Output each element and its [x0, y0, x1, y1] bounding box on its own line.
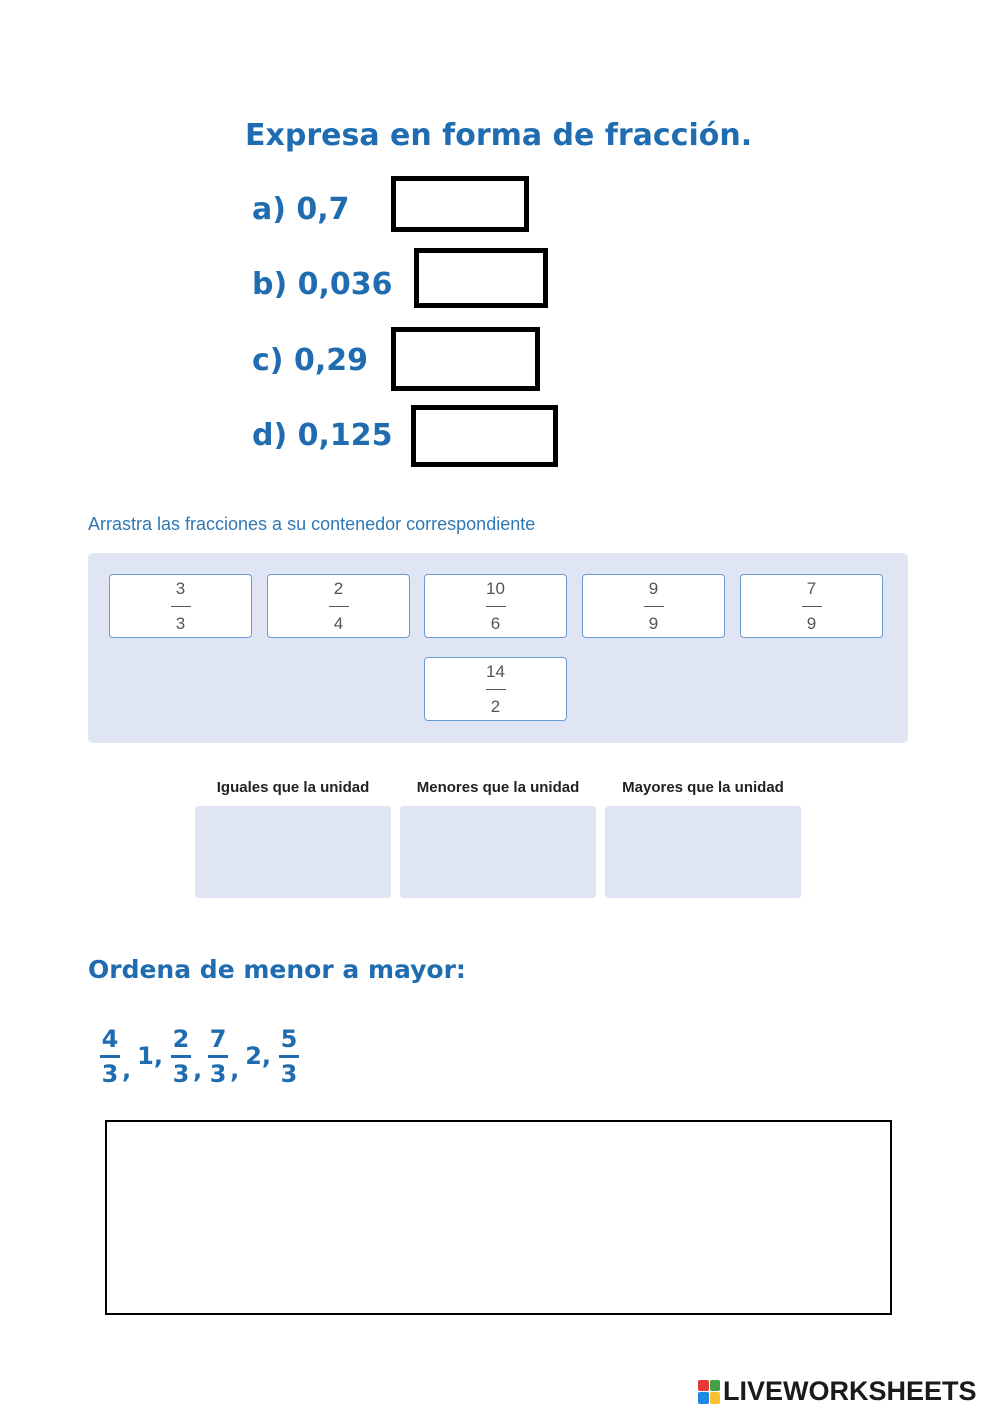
tile-denominator: 4 — [333, 613, 344, 633]
sequence-number-1: 1, — [137, 1042, 163, 1070]
fraction-bar — [486, 606, 506, 607]
tile-numerator: 3 — [175, 578, 186, 598]
fraction-bar — [329, 606, 349, 607]
comma: , — [230, 1056, 240, 1084]
exercise3-title: Ordena de menor a mayor: — [88, 955, 466, 984]
brand-name: LIVEWORKSHEETS — [723, 1376, 977, 1406]
fraction-bar — [802, 606, 822, 607]
sequence-fraction-4-3 — [100, 1025, 120, 1088]
answer-box-b[interactable] — [414, 248, 548, 308]
fraction-tile-3-3[interactable] — [109, 574, 252, 638]
tile-denominator: 3 — [175, 613, 186, 633]
drag-pool — [88, 553, 908, 743]
logo-square-i — [710, 1380, 721, 1392]
comma: , — [192, 1056, 203, 1084]
tile-denominator: 9 — [806, 613, 817, 633]
question-b-label: b) 0,036 — [252, 267, 393, 302]
logo-square-e — [710, 1392, 721, 1404]
sequence-number-2: 2, — [245, 1042, 272, 1070]
fraction-sequence — [98, 1020, 301, 1092]
answer-box-c[interactable] — [391, 327, 540, 391]
answer-box-a[interactable] — [391, 176, 529, 232]
tile-denominator: 2 — [490, 696, 501, 716]
logo-square-v — [698, 1392, 709, 1404]
tile-numerator: 9 — [648, 578, 659, 598]
fraction-tile-10-6[interactable] — [424, 574, 567, 638]
bin-label-equal: Iguales que la unidad — [216, 779, 370, 796]
bin-label-less: Menores que la unidad — [416, 779, 580, 796]
tile-numerator: 7 — [806, 578, 817, 598]
denominator: 3 — [209, 1059, 227, 1088]
sequence-fraction-7-3 — [208, 1025, 228, 1088]
tile-numerator: 10 — [486, 578, 505, 598]
logo-icon — [698, 1380, 720, 1404]
exercise1-title: Expresa en forma de fracción. — [245, 118, 753, 153]
fraction-bar — [171, 1055, 191, 1058]
fraction-bar — [100, 1055, 120, 1058]
denominator: 3 — [280, 1059, 298, 1088]
fraction-tile-7-9[interactable] — [740, 574, 883, 638]
fraction-tile-9-9[interactable] — [582, 574, 725, 638]
denominator: 3 — [101, 1059, 119, 1088]
sequence-fraction-2-3 — [171, 1025, 191, 1088]
fraction-bar — [171, 606, 191, 607]
drag-instruction: Arrastra las fracciones a su contenedor correspondiente — [88, 514, 536, 534]
fraction-bar — [279, 1055, 299, 1058]
tile-denominator: 6 — [490, 613, 501, 633]
sequence-fraction-5-3 — [279, 1025, 299, 1088]
fraction-bar — [644, 606, 664, 607]
logo-square-l — [698, 1380, 709, 1392]
drop-bin-equal[interactable] — [195, 806, 391, 898]
comma: , — [122, 1056, 132, 1084]
drop-bin-greater[interactable] — [605, 806, 801, 898]
denominator: 3 — [172, 1059, 190, 1088]
answer-box-d[interactable] — [411, 405, 558, 467]
tile-denominator: 9 — [648, 613, 659, 633]
tile-numerator: 14 — [486, 661, 505, 681]
bin-label-greater: Mayores que la unidad — [622, 779, 784, 796]
fraction-tile-14-2[interactable] — [424, 657, 567, 721]
order-answer-box[interactable] — [105, 1120, 892, 1315]
numerator: 7 — [209, 1024, 227, 1053]
liveworksheets-logo — [698, 1376, 977, 1407]
numerator: 2 — [172, 1024, 190, 1053]
numerator: 4 — [101, 1024, 119, 1053]
fraction-bar — [208, 1055, 228, 1058]
drop-bin-less[interactable] — [400, 806, 596, 898]
question-d-label: d) 0,125 — [252, 418, 393, 453]
tile-numerator: 2 — [333, 578, 344, 598]
numerator: 5 — [280, 1024, 298, 1053]
question-a-label: a) 0,7 — [252, 192, 350, 227]
question-c-label: c) 0,29 — [252, 343, 368, 378]
fraction-bar — [486, 689, 506, 690]
fraction-tile-2-4[interactable] — [267, 574, 410, 638]
